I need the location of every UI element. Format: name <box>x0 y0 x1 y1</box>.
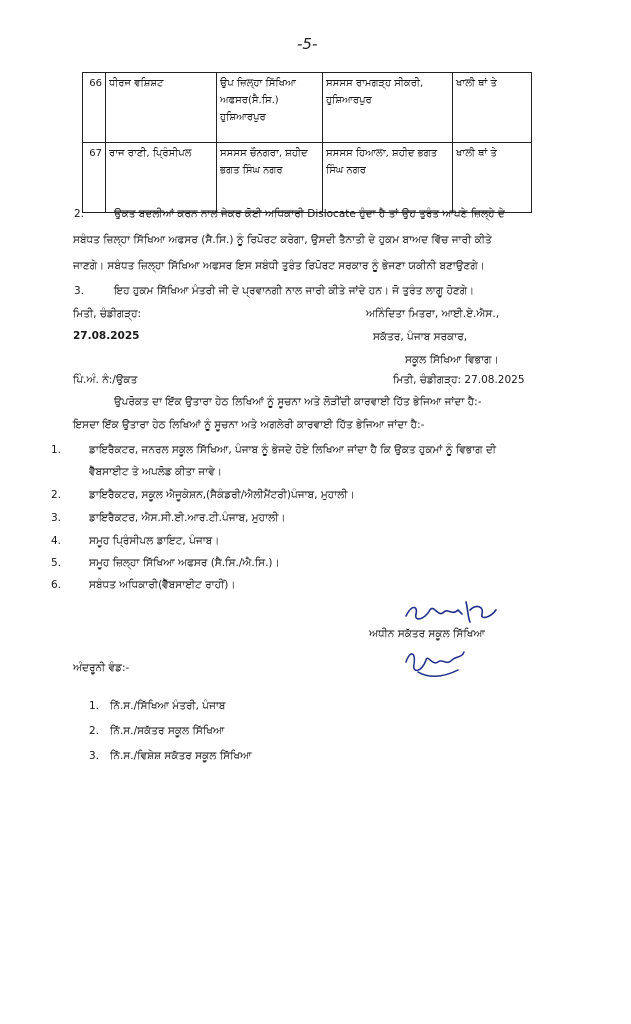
endorsement-intro: ਉਪਰੋਕਤ ਦਾ ਇੱਕ ਉਤਾਰਾ ਹੇਠ ਲਿਖਿਆਂ ਨੂੰ ਸੂਚਨਾ ਅਤੇ ਲੋੜੀਂਦੀ ਕਾਰਵਾਈ ਹਿੱਤ ਭੇਜਿਆ ਜਾਂਦਾ ਹੈ:- <box>114 396 482 408</box>
table-row <box>83 143 532 213</box>
list-number: 2. <box>51 489 62 501</box>
para-number: 2. <box>74 208 85 220</box>
serial-cell: 66 <box>83 73 106 143</box>
para2-line: ਜਾਣਗੇ। ਸਬੰਧਤ ਜ਼ਿਲ੍ਹਾ ਸਿੱਖਿਆ ਅਫਸਰ ਇਸ ਸਬੰਧੀ ਤੁਰੰਤ ਰਿਪੋਰਟ ਸਰਕਾਰ ਨੂੰ ਭੇਜਣਾ ਯਕੀਨੀ ਬਣਾਉਣਗੇ। <box>73 260 485 272</box>
to-station-cell: ਸਸਸਸ ਰਾਮਗੜ੍ਹ ਸੀਕਰੀ, ਹੁਸ਼ਿਆਰਪੁਰ <box>323 73 453 143</box>
signatory-name: ਅਨਿੰਦਿਤਾ ਮਿਤਰਾ, ਆਈ.ਏ.ਐਸ., <box>366 308 500 320</box>
against-post-cell: ਖਾਲੀ ਥਾਂ ਤੇ <box>453 143 532 213</box>
list-item: ਡਾਇਰੈਕਟਰ, ਐਸ.ਸੀ.ਈ.ਆਰ.ਟੀ.ਪੰਜਾਬ, ਮੁਹਾਲੀ। <box>89 512 286 524</box>
under-secretary-title: ਅਧੀਨ ਸਕੱਤਰ ਸਕੂਲ ਸਿੱਖਿਆ <box>369 628 485 640</box>
list-number: 6. <box>51 579 62 591</box>
page-number: -5- <box>297 35 318 53</box>
date-label: ਮਿਤੀ, ਚੰਡੀਗੜ੍ਹ: <box>73 308 142 320</box>
from-station-cell: ਉਪ ਜ਼ਿਲ੍ਹਾ ਸਿੱਖਿਆ ਅਫਸਰ(ਸੈ.ਸਿ.) ਹੁਸ਼ਿਆਰਪੁਰ <box>217 73 323 143</box>
list-item: ਸਬੰਧਤ ਅਧਿਕਾਰੀ(ਵੈੱਬਸਾਈਟ ਰਾਹੀਂ)। <box>89 579 236 591</box>
list-item: ਨਿੱ.ਸ./ਵਿਸ਼ੇਸ਼ ਸਕੱਤਰ ਸਕੂਲ ਸਿੱਖਿਆ <box>110 750 252 762</box>
postings-table <box>82 72 532 213</box>
list-number: 2. <box>89 725 100 737</box>
list-number: 1. <box>51 444 62 456</box>
endorsement-ref: ਪਿੰ.ਅੰ. ਨੰ:/ਉਕਤ <box>73 374 138 386</box>
signatory-department: ਸਕੂਲ ਸਿੱਖਿਆ ਵਿਭਾਗ। <box>405 354 499 366</box>
list-item: ਨਿੱ.ਸ./ਸਕੱਤਰ ਸਕੂਲ ਸਿੱਖਿਆ <box>110 725 225 737</box>
list-number: 5. <box>51 557 62 569</box>
signatory-designation: ਸਕੱਤਰ, ਪੰਜਾਬ ਸਰਕਾਰ, <box>373 331 468 343</box>
handwritten-initials <box>402 644 470 682</box>
list-number: 3. <box>89 750 100 762</box>
handwritten-signature <box>402 596 502 628</box>
name-cell: ਧੀਰਜ ਵਸ਼ਿਸ਼ਟ <box>106 73 217 143</box>
internal-heading: ਅੰਦਰੂਨੀ ਵੰਡ:- <box>73 662 130 674</box>
endorsement-date: ਮਿਤੀ, ਚੰਡੀਗੜ੍ਹ: 27.08.2025 <box>393 374 525 386</box>
list-item: ਸਮੂਹ ਜ਼ਿਲ੍ਹਾ ਸਿੱਖਿਆ ਅਫਸਰ (ਸੈ.ਸਿ./ਐ.ਸਿ.)। <box>89 557 280 569</box>
list-item: ਡਾਇਰੈਕਟਰ, ਜਨਰਲ ਸਕੂਲ ਸਿੱਖਿਆ, ਪੰਜਾਬ ਨੂੰ ਭੇਜਦੇ ਹੋਏ ਲਿਖਿਆ ਜਾਂਦਾ ਹੈ ਕਿ ਉਕਤ ਹੁਕਮਾਂ ਨੂੰ ਵਿਭਾਗ ਦੀ <box>89 444 497 456</box>
against-post-cell: ਖਾਲੀ ਥਾਂ ਤੇ <box>453 73 532 143</box>
list-number: 4. <box>51 535 62 547</box>
list-item: ਨਿੱ.ਸ./ਸਿੱਖਿਆ ਮੰਤਰੀ, ਪੰਜਾਬ <box>110 700 226 712</box>
para2-line: ਉਕਤ ਬਦਲੀਆਂ ਕਰਨ ਨਾਲ ਜੇਕਰ ਕੋਈ ਅਧਿਕਾਰੀ Dislocate ਹੁੰਦਾ ਹੈ ਤਾਂ ਉਹ ਤੁਰੰਤ ਆਪਣੇ ਜ਼ਿਲ੍ਹੇ ਦੇ <box>114 208 505 220</box>
serial-cell: 67 <box>83 143 106 213</box>
issue-date: 27.08.2025 <box>73 330 140 342</box>
para-number: 3. <box>74 285 85 297</box>
from-station-cell: ਸਸਸਸ ਚੌਨਗਰਾ, ਸ਼ਹੀਦ ਭਗਤ ਸਿੰਘ ਨਗਰ <box>217 143 323 213</box>
table-row <box>83 73 532 143</box>
para3-text: ਇਹ ਹੁਕਮ ਸਿੱਖਿਆ ਮੰਤਰੀ ਜੀ ਦੇ ਪ੍ਰਵਾਨਗੀ ਨਾਲ ਜਾਰੀ ਕੀਤੇ ਜਾਂਦੇ ਹਨ। ਜੋ ਤੁਰੰਤ ਲਾਗੂ ਹੋਣਗੇ। <box>114 285 475 297</box>
list-number: 1. <box>89 700 100 712</box>
list-number: 3. <box>51 512 62 524</box>
list-item-cont: ਵੈੱਬਸਾਈਟ ਤੇ ਅਪਲੋਡ ਕੀਤਾ ਜਾਵੇ। <box>89 466 222 478</box>
endorsement-intro: ਇਸਦਾ ਇੱਕ ਉਤਾਰਾ ਹੇਠ ਲਿਖਿਆਂ ਨੂੰ ਸੂਚਨਾ ਅਤੇ ਅਗਲੇਰੀ ਕਾਰਵਾਈ ਹਿੱਤ ਭੇਜਿਆ ਜਾਂਦਾ ਹੈ:- <box>73 419 425 431</box>
name-cell: ਰਾਜ ਰਾਣੀ, ਪ੍ਰਿੰਸੀਪਲ <box>106 143 217 213</box>
list-item: ਡਾਇਰੈਕਟਰ, ਸਕੂਲ ਐਜੂਕੇਸ਼ਨ,(ਸੈਕੰਡਰੀ/ਐਲੀਮੈਂਟਰੀ)ਪੰਜਾਬ, ਮੁਹਾਲੀ। <box>89 489 355 501</box>
para2-line: ਸਬੰਧਤ ਜ਼ਿਲ੍ਹਾ ਸਿੱਖਿਆ ਅਫਸਰ (ਸੈ.ਸਿ.) ਨੂੰ ਰਿਪੋਰਟ ਕਰੇਗਾ, ਉਸਦੀ ਤੈਨਾਤੀ ਦੇ ਹੁਕਮ ਬਾਅਦ ਵਿੱਚ ਜਾਰੀ ਕੀਤੇ <box>73 234 492 246</box>
list-item: ਸਮੂਹ ਪ੍ਰਿੰਸੀਪਲ ਡਾਇਟ, ਪੰਜਾਬ। <box>89 535 220 547</box>
to-station-cell: ਸਸਸਸ ਹਿਆਲਾ, ਸ਼ਹੀਦ ਭਗਤ ਸਿੰਘ ਨਗਰ <box>323 143 453 213</box>
